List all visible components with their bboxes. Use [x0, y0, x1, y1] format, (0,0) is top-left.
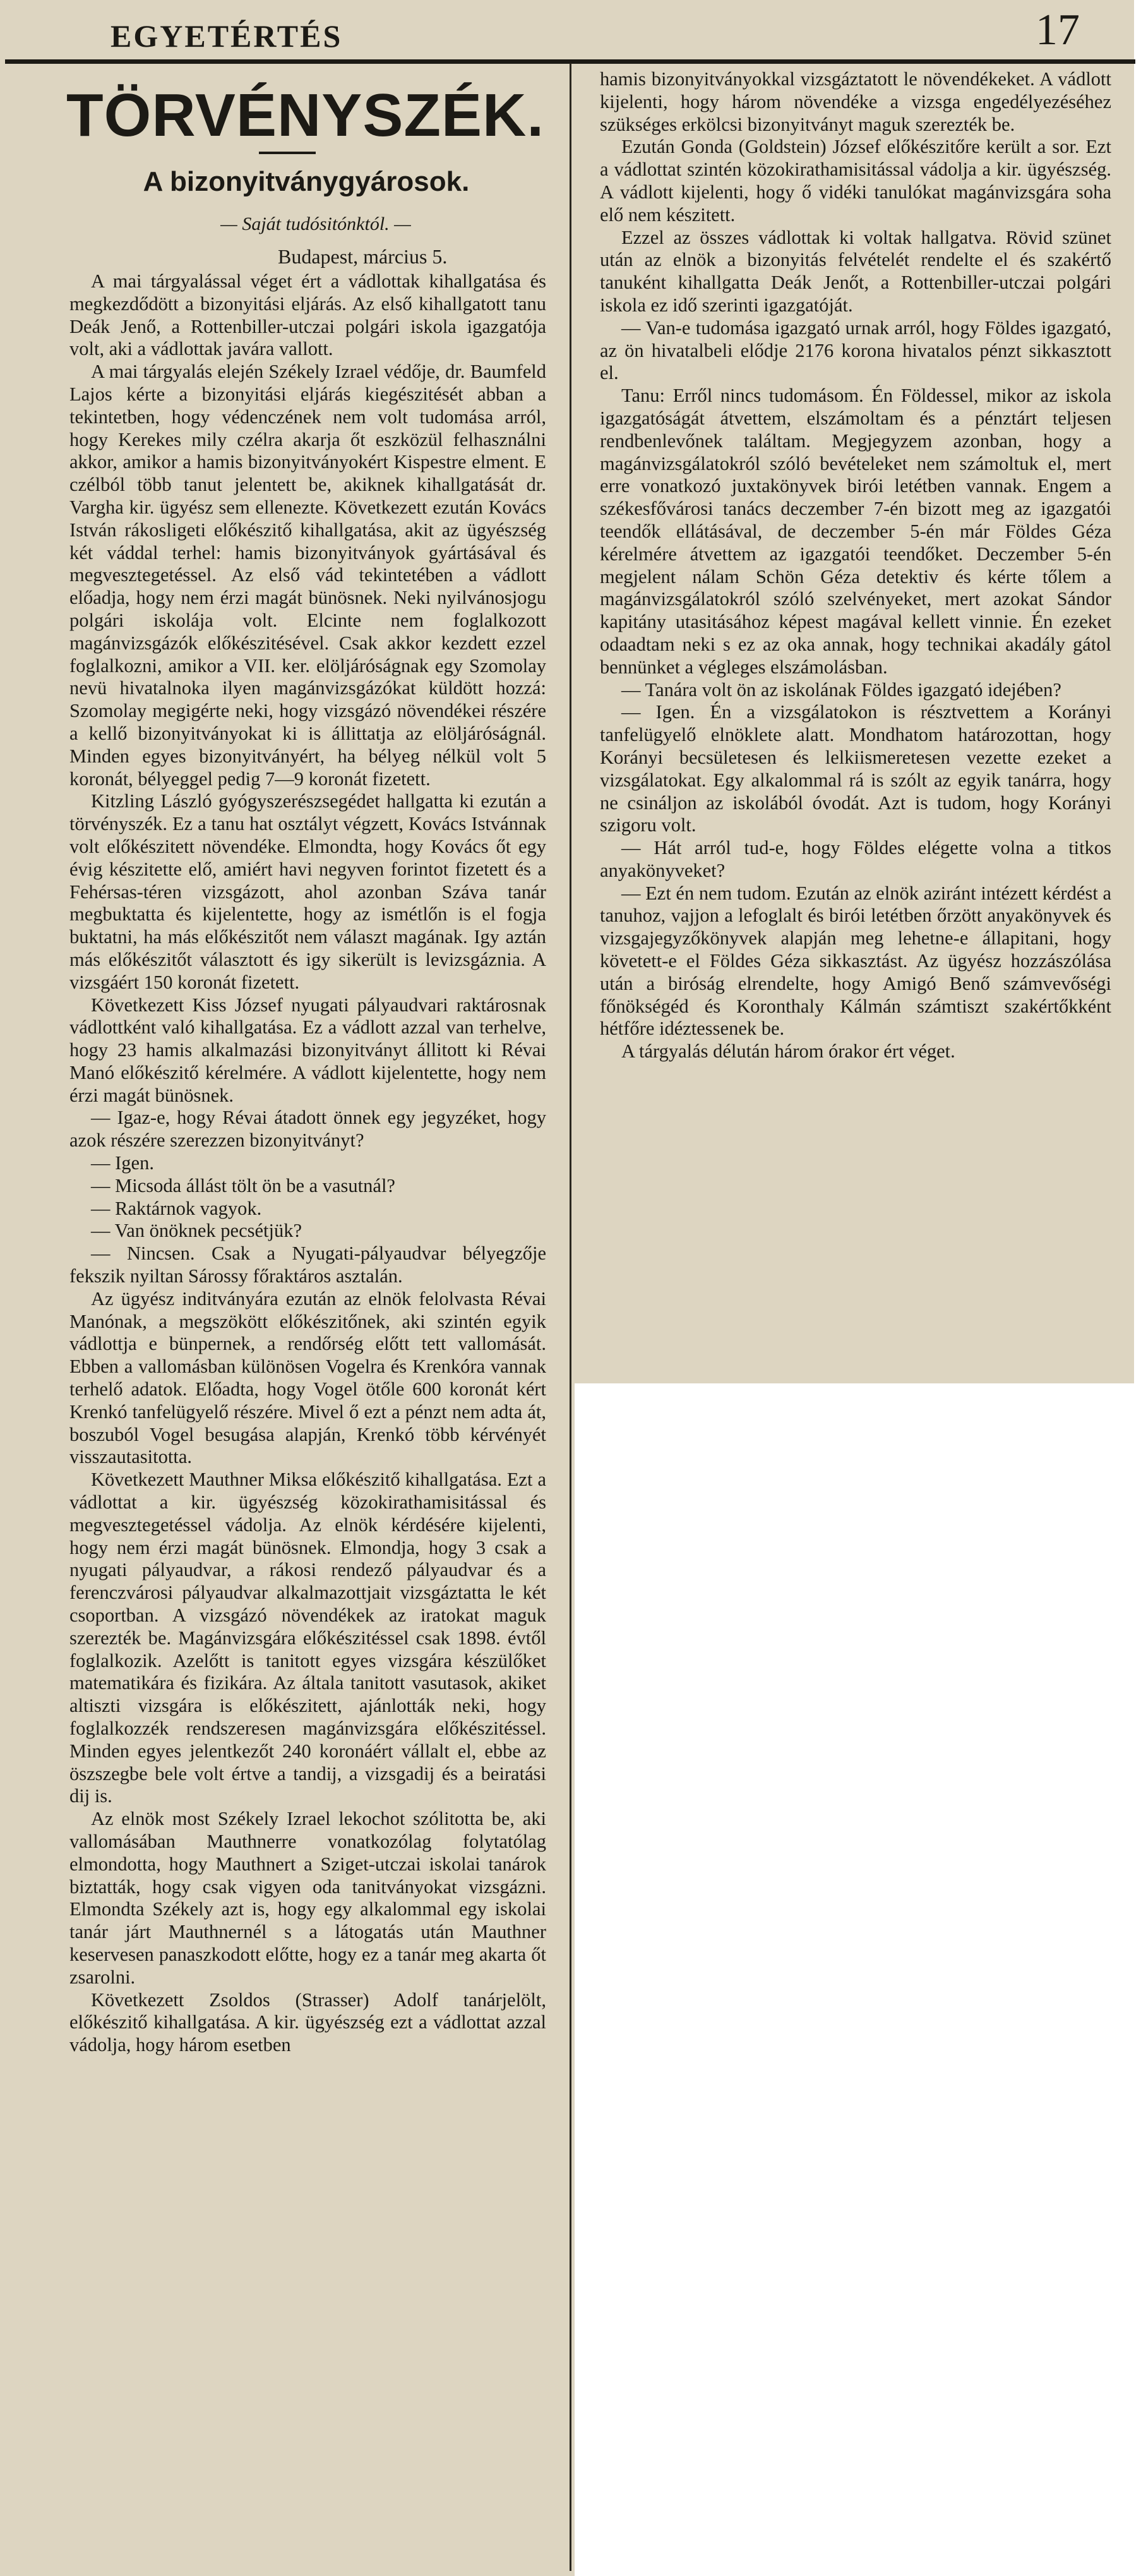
- paragraph: Tanu: Erről nincs tudomásom. Én Földessel, mikor az iskola igazgatóságát átvettem, elszámoltam és a pénztárt teljesen rendbenlevőnek találtam. Megjegyzem azonban, hogy a magánvizsgálatokról szóló bevételeket nem számoltuk el, mert erre vonatkozó juxtakönyvek birói letétben vannak. Engem a székesfővárosi tanács deczember 7-én bizott meg az igazgatói teendők ellátásával, de deczember 5-én már Földes Géza kérelmére átvettem az igazgatói teendőket. Deczember 5-én megjelent nálam Schön Géza detektiv és kérte tőlem a magánvizsgálatokról szóló szelvényeket, mert azokat Sándor kapitány utasitásához képest magával kellett vinnie. Én ezeket odaadtam neki s ez az oka annak, hogy technikai akadály gátol bennünket a végleges elszámolásban.: [600, 385, 1111, 678]
- dialogue-line: — Tanára volt ön az iskolának Földes igazgató idejében?: [621, 678, 1061, 701]
- dialogue-line: — Raktárnok vagyok.: [91, 1197, 262, 1219]
- dialogue-line: — Van-e tudomása igazgató urnak arról, hogy Földes igazgató, az ön hivatalbeli elődje 2176 korona hivatalos pénzt sikkasztott el.: [600, 316, 1111, 384]
- dialogue-line: — Micsoda állást tölt ön be a vasutnál?: [91, 1174, 395, 1196]
- masthead: [0, 0, 1134, 63]
- article-heading: A bizonyitványgyárosok.: [143, 166, 470, 197]
- title-rule: [259, 152, 316, 154]
- section-title: TÖRVÉNYSZÉK.: [66, 81, 545, 149]
- page-number: 17: [1036, 6, 1080, 54]
- dialogue-line: — Igen. Én a vizsgálatokon is résztvettem a Korányi tanfelügyelő elnöklete alatt. Mondhatom határozottan, hogy Korányi becsületesen és lelkiismeretesen vezette ezeket a vizsgálatokat. Egy alkalommal rá is szólt az egyik tanárra, hogy ne csináljon az iskolából óvodát. Azt is tudom, hogy Korányi szigoru volt.: [600, 701, 1111, 836]
- dialogue-line: — Ezt én nem tudom. Ezután az elnök aziránt intézett kérdést a tanuhoz, vajjon a lefoglalt és birói letétben őrzött anyakönyvek és vizsgajegyzőkönyvek alapján meg lehetne-e állapitani, hogy követett-e el Földes Géza sikkasztást. Az ügyész hozzászólása után a biróság elrendelte, hogy Amigó Benő számvevőségi főnökségéd és Koronthaly Kálmán számtiszt szakértőkként hétfőre idéztessenek be.: [600, 882, 1111, 1040]
- paragraph: hamis bizonyitványokkal vizsgáztatott le növendékeket. A vádlott kijelenti, hogy három növendéke a vizsga engedélyezéséhez szükséges erkölcsi bizonyitványt maguk szerezték be.: [600, 68, 1111, 135]
- paragraph: Az elnök most Székely Izrael lekochot szólitotta be, aki vallomásában Mauthnerre vonatkozólag folytatólag elmondotta, hogy Mauthnert a Sziget-utczai iskolai tanárok biztatták, hogy csak vigyen oda tanitványokat vizsgázni. Elmondta Székely azt is, hogy egy alkalommal egy iskolai tanár járt Mauthnernél s a látogatás után Mauthner keservesen panaszkodott előtte, hogy ez a tanár meg akarta őt zsarolni.: [69, 1808, 546, 1988]
- dialogue-line: — Hát arról tud-e, hogy Földes elégette volna a titkos anyakönyveket?: [600, 837, 1111, 881]
- article-column-right: [600, 68, 1111, 1385]
- dialogue-line: — Igen.: [91, 1152, 154, 1174]
- paragraph: Kitzling László gyógyszerészsegédet hallgatta ki ezután a törvényszék. Ez a tanu hat osztályt végzett, Kovács Istvánnak volt előkészitett növendéke. Elmondta, hogy Kovács őt egy évig készitette elő, amiért havi negyven forintot fizetett és a Fehérsas-téren vizsgázott, ahol azonban Száva tanár megbuktatta és kijelentette, hogy az ismétlőn is el fogja buktatni, ha más előkészitőt nem választ magának. Igy aztán más előkészitőt választott és igy sikerült is levizsgáznia. A vizsgáért 150 koronát fizetett.: [69, 790, 546, 993]
- paragraph: A mai tárgyalással véget ért a vádlottak kihallgatása és megkezdődött a bizonyitási eljárás. Az első kihallgatott tanu Deák Jenő, a Rottenbiller-utczai polgári iskola igazgatója volt, aki a vádlottak javára vallott.: [69, 270, 546, 360]
- paragraph: Az ügyész inditványára ezután az elnök felolvasta Révai Manónak, a megszökött előkészitőnek, aki szintén egyik vádlottja e bünpernek, a rendőrség előtt tett vallomását. Ebben a vallomásban különösen Vogelra és Krenkóra vannak terhelő adatok. Előadta, hogy Vogel ötőle 600 koronát kért Krenkó tanfelügyelő részére. Mivel ő ezt a pénzt nem adta át, boszuból Vogel besugása alapján, Krenkó több kérvényét visszautasitotta.: [69, 1287, 546, 1468]
- closing-paragraph: A tárgyalás délután három órakor ért véget.: [621, 1040, 955, 1062]
- dialogue-line: — Igaz-e, hogy Révai átadott önnek egy jegyzéket, hogy azok részére szerezzen bizonyitványt?: [69, 1107, 546, 1152]
- column-divider: [570, 63, 571, 2571]
- paragraph: Következett Mauthner Miksa előkészitő kihallgatása. Ezt a vádlottat a kir. ügyészség közokirathamisitással és megvesztegetéssel vádolja. Az elnök kérdésére kijelenti, hogy nem érzi magát bünösnek. Elmondja, hogy 3 csak a nyugati pályaudvar, a rákosi rendező pályaudvar és a ferenczvárosi pályaudvar alkalmazottjait vizsgáztatta le két csoportban. A vizsgázó növendékek az iratokat maguk szerezték be. Magánvizsgára előkészitéssel csak 1898. évtől foglalkozik. Azelőtt is tanitott egyes vizsgára készülőket matematikára és fizikára. Az általa tanitott vasutasok, akiket altiszti vizsgára is előkészitett, ajánlották neki, hogy foglalkozzék rendszeresen magánvizsgára előkészitéssel. Minden egyes jelentkezőt 240 koronáért vállalt el, ebbe az öszszegbe bele volt értve a tandij, a vizsgadij és a beiratási dij is.: [69, 1469, 546, 1807]
- paragraph: Következett Zsoldos (Strasser) Adolf tanárjelölt, előkészitő kihallgatása. A kir. ügyészség ezt a vádlottat azzal vádolja, hogy három esetben: [69, 1989, 546, 2056]
- paragraph: Ezután Gonda (Goldstein) József előkészitőre került a sor. Ezt a vádlottat szintén közokirathamisitással vádolja a kir. ügyészség. A vádlott kijelenti, hogy ő vidéki tanulókat magánvizsgára soha elő nem készitett.: [600, 136, 1111, 226]
- paragraph: Következett Kiss József nyugati pályaudvari raktárosnak vádlottként való kihallgatása. Ez a vádlott azzal van terhelve, hogy 23 hamis alkalmazási bizonyitványt állitott ki Révai Manó előkészitő kérelmére. A vádlott kijelentette, hogy nem érzi magát bünösnek.: [69, 994, 546, 1106]
- newspaper-name: EGYETÉRTÉS: [111, 18, 343, 54]
- dialogue-line: — Nincsen. Csak a Nyugati-pályaudvar bélyegzője fekszik nyiltan Sárossy főraktáros asztalán.: [69, 1243, 546, 1287]
- dateline: Budapest, március 5.: [278, 245, 448, 268]
- byline: — Saját tudósitónktól. —: [220, 214, 411, 234]
- dialogue-line: — Van önöknek pecsétjük?: [91, 1220, 302, 1242]
- article-column-left: [69, 270, 546, 2573]
- paragraph: Ezzel az összes vádlottak ki voltak hallgatva. Rövid szünet után az elnök a bizonyitás felvételét rendelte el és szakértő tanuként kihallgatta Deák Jenőt, a Rottenbiller-utczai polgári iskola ez idő szerinti igazgatóját.: [600, 226, 1111, 316]
- paragraph: A mai tárgyalás elején Székely Izrael védője, dr. Baumfeld Lajos kérte a bizonyitási eljárás kiegészitését abban a tekintetben, hogy védenczének nem volt tudomása arról, hogy Kerekes mily czélra akarja őt eszközül felhasználni akkor, amikor a hamis bizonyitványokért Kispestre elment. E czélból több tanut jelentett be, akiknek kihallgatását dr. Vargha kir. ügyész sem ellenezte. Következett ezután Kovács István rákosligeti előkészitő kihallgatása, akit az ügyészség két váddal terhel: hamis bizonyitványok gyártásával és megvesztegetéssel. Az első vád tekintetében a vádlott előadja, hogy nem érzi magát bünösnek. Neki nyilvánosjogu polgári iskolája volt. Elcinte nem foglalkozott magánvizsgázók előkészitésével. Csak akkor kezdett ezzel foglalkozni, amikor a VII. ker. elöljáróságnak egy Szomolay nevü hivatalnoka ilyen magánvizsgázókat küldött hozzá: Szomolay megigérte neki, hogy vizsgázó növendékei részére a kellő bizonyitványokat ki is állittatja az elöljáróságnál. Minden egyes bizonyitványért, ha bélyeg nélkül volt 5 koronát, bélyeggel pedig 7—9 koronát fizetett.: [69, 361, 546, 790]
